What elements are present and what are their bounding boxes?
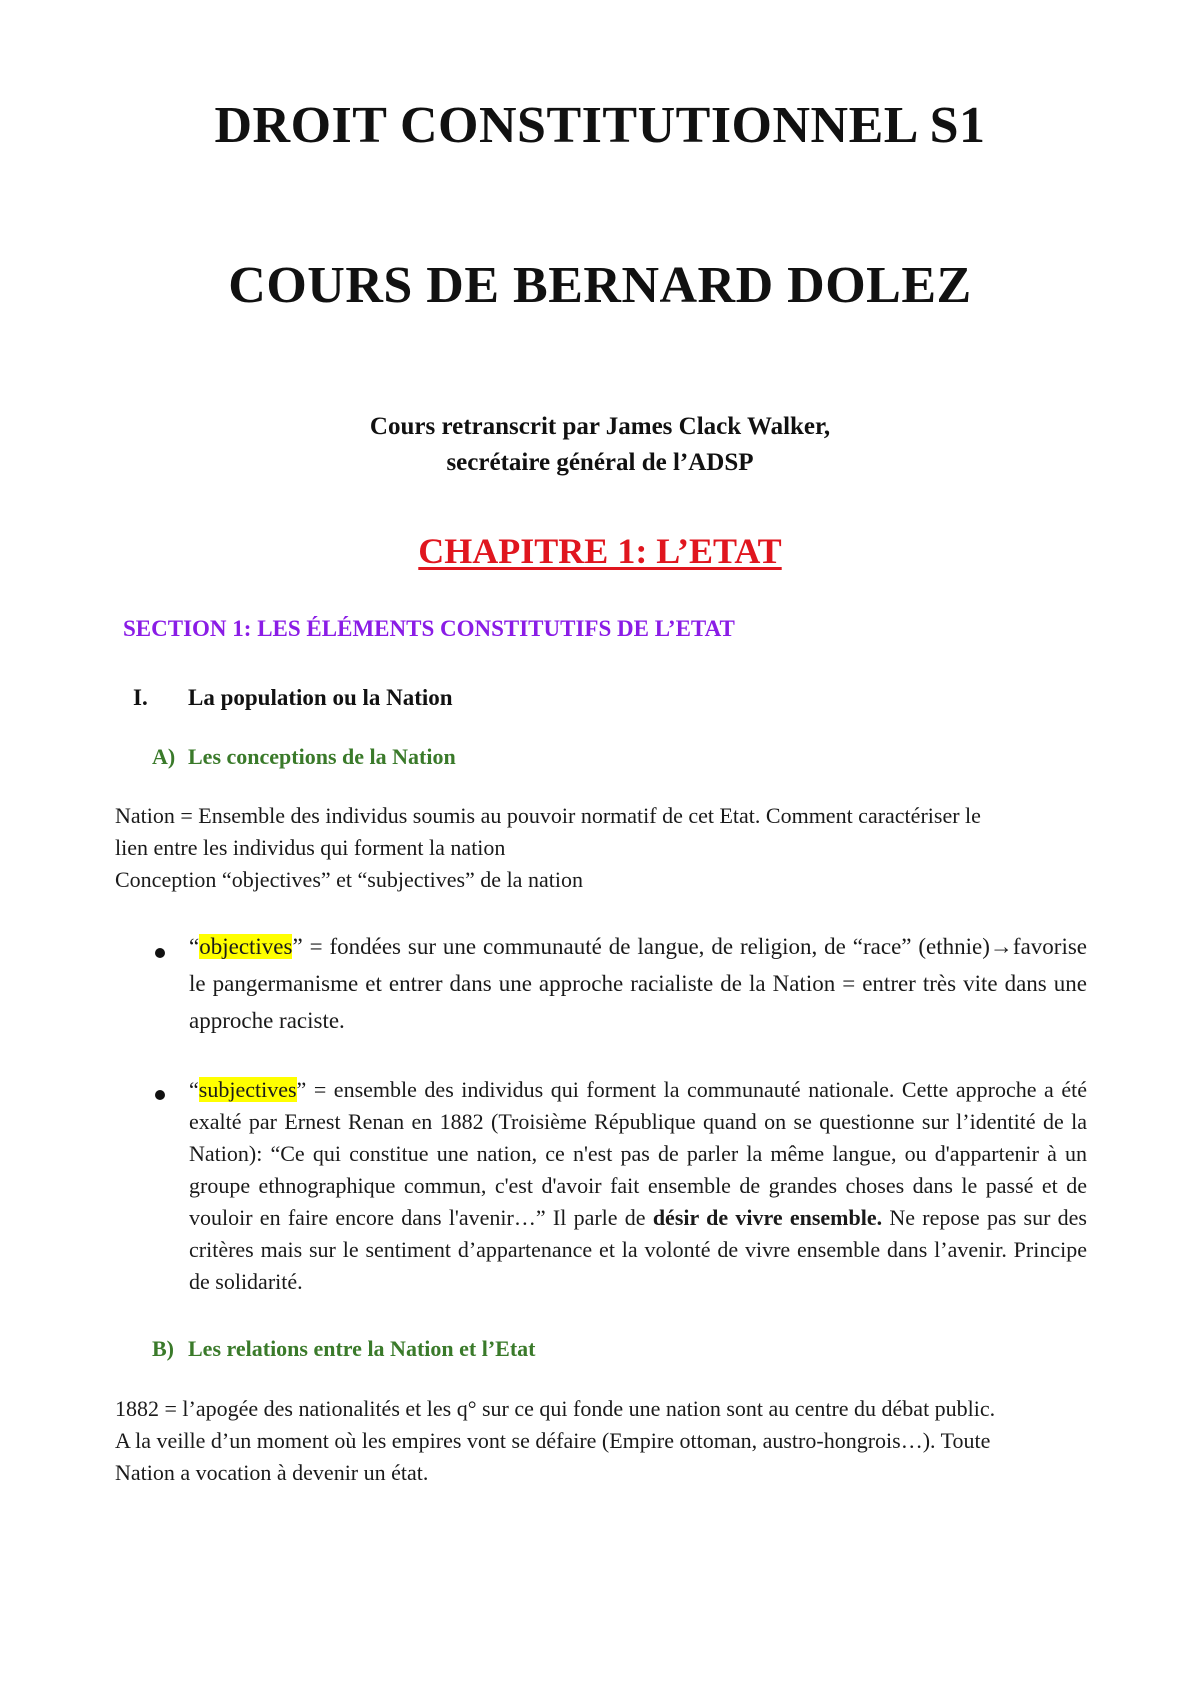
heading-roman-1-text: La population ou la Nation bbox=[188, 685, 453, 710]
heading-a-number: A) bbox=[152, 744, 176, 769]
document-subtitle: COURS DE BERNARD DOLEZ bbox=[228, 257, 972, 314]
paragraph-line: Nation a vocation à devenir un état. bbox=[115, 1460, 429, 1485]
credit-line-1: Cours retranscrit par James Clack Walker, bbox=[369, 413, 831, 440]
quote-open: “ bbox=[189, 1077, 199, 1102]
paragraph-line: 1882 = l’apogée des nationalités et les q° sur ce qui fonde une nation sont au centre du débat public. bbox=[115, 1396, 996, 1421]
bullet-dot-icon bbox=[155, 948, 165, 958]
paragraph-line: A la veille d’un moment où les empires vont se défaire (Empire ottoman, austro-hongrois…). Toute bbox=[115, 1428, 991, 1453]
paragraph-line: Conception “objectives” et “subjectives” de la nation bbox=[115, 867, 583, 892]
paragraph-line: Nation = Ensemble des individus soumis au pouvoir normatif de cet Etat. Comment caractériser le bbox=[115, 803, 981, 828]
bullet-item-objectives bbox=[189, 928, 1087, 1039]
paragraph-line: lien entre les individus qui forment la nation bbox=[115, 835, 506, 860]
heading-roman-1 bbox=[133, 685, 453, 711]
bullet-text: ” = ensemble des individus qui forment la communauté nationale. Cette approche a été exalté par Ernest Renan en 1882 (Troisième République quand on se questionne sur l’identité de la Nation): “Ce qui constitue une nation, ce n'est pas de parler la même langue, ou d'appartenir à un groupe ethnographique commun, c'est d'avoir fait ensemble de grandes choses dans le passé et de vouloir en faire encore dans l'avenir…” Il parle de bbox=[189, 1077, 1087, 1230]
bullet-text: Ne repose pas sur des critères mais sur le sentiment d’appartenance et la volonté de vivre ensemble dans l’avenir. Principe de solidarité. bbox=[189, 1205, 1087, 1294]
heading-b-number: B) bbox=[152, 1336, 174, 1361]
bold-term: désir de vivre ensemble. bbox=[652, 1205, 883, 1230]
chapter-heading: CHAPITRE 1: L’ETAT bbox=[418, 531, 782, 571]
bullet-dot-icon bbox=[155, 1090, 165, 1100]
credit-line-2: secrétaire général de l’ADSP bbox=[446, 449, 754, 476]
heading-b-text: Les relations entre la Nation et l’Etat bbox=[188, 1336, 536, 1361]
paragraph-nation-definition bbox=[115, 800, 1087, 896]
quote-open: “ bbox=[189, 934, 200, 959]
paragraph-nation-state bbox=[115, 1393, 1087, 1489]
bullet-item-subjectives bbox=[189, 1074, 1087, 1298]
document-title: DROIT CONSTITUTIONNEL S1 bbox=[214, 97, 986, 154]
heading-a bbox=[152, 744, 456, 770]
heading-b bbox=[152, 1336, 535, 1362]
bullet-text: ” = fondées sur une communauté de langue, de religion, de “race” (ethnie)→favorise le pangermanisme et entrer dans une approche racialiste de la Nation = entrer très vite dans une approche raciste. bbox=[189, 934, 1087, 1033]
section-heading: SECTION 1: LES ÉLÉMENTS CONSTITUTIFS DE L’ETAT bbox=[123, 616, 735, 641]
highlighted-term: objectives bbox=[199, 934, 293, 959]
heading-roman-1-number: I. bbox=[133, 685, 148, 710]
heading-a-text: Les conceptions de la Nation bbox=[188, 744, 456, 769]
highlighted-term: subjectives bbox=[198, 1077, 297, 1102]
